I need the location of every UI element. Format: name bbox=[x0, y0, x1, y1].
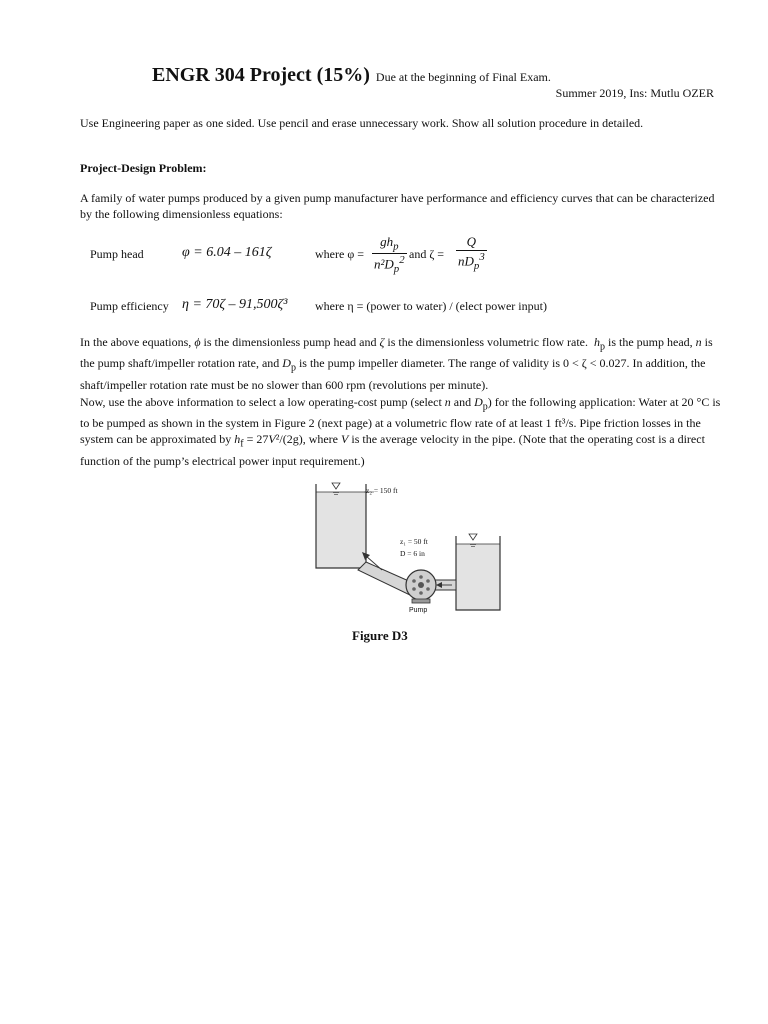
intro-paragraph: A family of water pumps produced by a given pump manufacturer have performance and efficiency curves that can be characterized by the following dimensionless equations: bbox=[80, 191, 715, 221]
task-text-1: Now, use the above information to select a low operating-cost pump (select bbox=[80, 395, 442, 409]
def-phi-symbol: ϕ bbox=[194, 335, 201, 349]
due-note: Due at the beginning of Final Exam. bbox=[375, 70, 551, 84]
semester-instructor: Summer 2019, Ins: Mutlu OZER bbox=[555, 86, 714, 100]
diameter-label: D = 6 in bbox=[400, 549, 425, 558]
title-row bbox=[152, 64, 551, 87]
phi-denominator: n²D bbox=[374, 255, 394, 271]
task-text-2: and bbox=[453, 395, 472, 409]
task-text-6: is the average velocity in the pipe. (Note that the operating cost is a direct function of the pump’s electrical power input requirement.) bbox=[80, 432, 705, 468]
z1-label: z₁ = 50 ft bbox=[400, 537, 428, 546]
pump-head-expression: φ = 6.04 – 161ζ bbox=[182, 245, 272, 260]
pump-label: Pump bbox=[409, 607, 428, 614]
phi-denominator-sub: p bbox=[393, 262, 400, 275]
def-dp-sub: p bbox=[290, 362, 296, 374]
pump-head-label: Pump head bbox=[90, 247, 144, 261]
figure-caption: Figure D3 bbox=[352, 628, 408, 643]
def-text-1: In the above equations, bbox=[80, 335, 192, 349]
lower-reservoir-water bbox=[456, 544, 500, 610]
phi-fraction bbox=[372, 234, 407, 275]
def-text-4: is the pump head, bbox=[608, 335, 693, 349]
pump-system-diagram bbox=[304, 478, 504, 618]
pump-head-equation bbox=[90, 236, 690, 276]
task-text-5: ²/(2g), where bbox=[275, 432, 339, 447]
phi-definition-prefix: where φ = bbox=[315, 247, 365, 261]
zeta-fraction bbox=[456, 234, 487, 272]
upper-reservoir-water bbox=[316, 492, 366, 568]
z2-label: z₂ = 150 ft bbox=[366, 486, 398, 495]
pump-efficiency-equation bbox=[90, 296, 690, 336]
lower-level-marker-icon bbox=[469, 534, 477, 540]
def-text-2: is the dimensionless pump head and bbox=[203, 335, 377, 349]
task-n-symbol: n bbox=[444, 395, 451, 409]
project-title: ENGR 304 Project (15%) bbox=[152, 64, 370, 86]
pump-system-figure bbox=[304, 478, 504, 618]
def-hp-sub: p bbox=[600, 341, 605, 353]
phi-denominator-sup: 2 bbox=[399, 253, 405, 266]
pump-base bbox=[412, 599, 430, 603]
zeta-numerator: Q bbox=[456, 234, 487, 251]
definitions-paragraph bbox=[80, 334, 725, 393]
task-text-3: ) for the following application: Water at 20 °C is to be pumped as shown in the system in Figure 2 (next page) at a volumetric flow rate of at least 1 ft³/s. Pipe friction losses in the system can be approximated by bbox=[80, 395, 721, 447]
zeta-denominator-sub: p bbox=[473, 259, 480, 272]
def-n-symbol: n bbox=[695, 335, 702, 349]
zeta-denominator: nD bbox=[458, 253, 474, 269]
instructions-text: Use Engineering paper as one sided. Use pencil and erase unnecessary work. Show all solution procedure in detailed. bbox=[80, 116, 644, 130]
task-v2-symbol: V bbox=[341, 432, 349, 447]
task-paragraph bbox=[80, 394, 725, 469]
def-text-6: is the pump impeller diameter. The range of validity is 0 < ζ < 0.027. In addition, the shaft/impeller rotation rate must be no slower than 600 rpm (revolutions per minute). bbox=[80, 356, 706, 392]
section-heading: Project-Design Problem: bbox=[80, 161, 207, 175]
task-dp-sub: p bbox=[482, 401, 488, 413]
def-dp-symbol: D bbox=[282, 356, 291, 371]
pump-efficiency-expression: η = 70ζ – 91,500ζ³ bbox=[182, 297, 288, 312]
upper-level-marker-icon bbox=[332, 483, 340, 489]
zeta-definition-prefix: and ζ = bbox=[409, 247, 445, 261]
def-text-3: is the dimensionless volumetric flow rate. bbox=[387, 335, 588, 349]
task-hf-sub: f bbox=[240, 438, 244, 450]
phi-numerator-sub: p bbox=[393, 240, 399, 253]
task-v-symbol: V bbox=[268, 432, 276, 447]
def-zeta-symbol: ζ bbox=[379, 335, 385, 349]
def-hp-symbol: h bbox=[594, 335, 600, 349]
pump-hub bbox=[418, 582, 424, 588]
def-text-5: is the pump shaft/impeller rotation rate, and bbox=[80, 335, 713, 371]
pump-efficiency-label: Pump efficiency bbox=[90, 299, 169, 313]
task-text-4: = 27 bbox=[246, 432, 269, 447]
task-hf-symbol: h bbox=[234, 432, 241, 447]
task-dp-symbol: D bbox=[474, 395, 483, 409]
zeta-denominator-sup: 3 bbox=[479, 251, 485, 263]
eta-definition: where η = (power to water) / (elect power input) bbox=[315, 299, 547, 313]
phi-numerator: gh bbox=[380, 234, 394, 249]
